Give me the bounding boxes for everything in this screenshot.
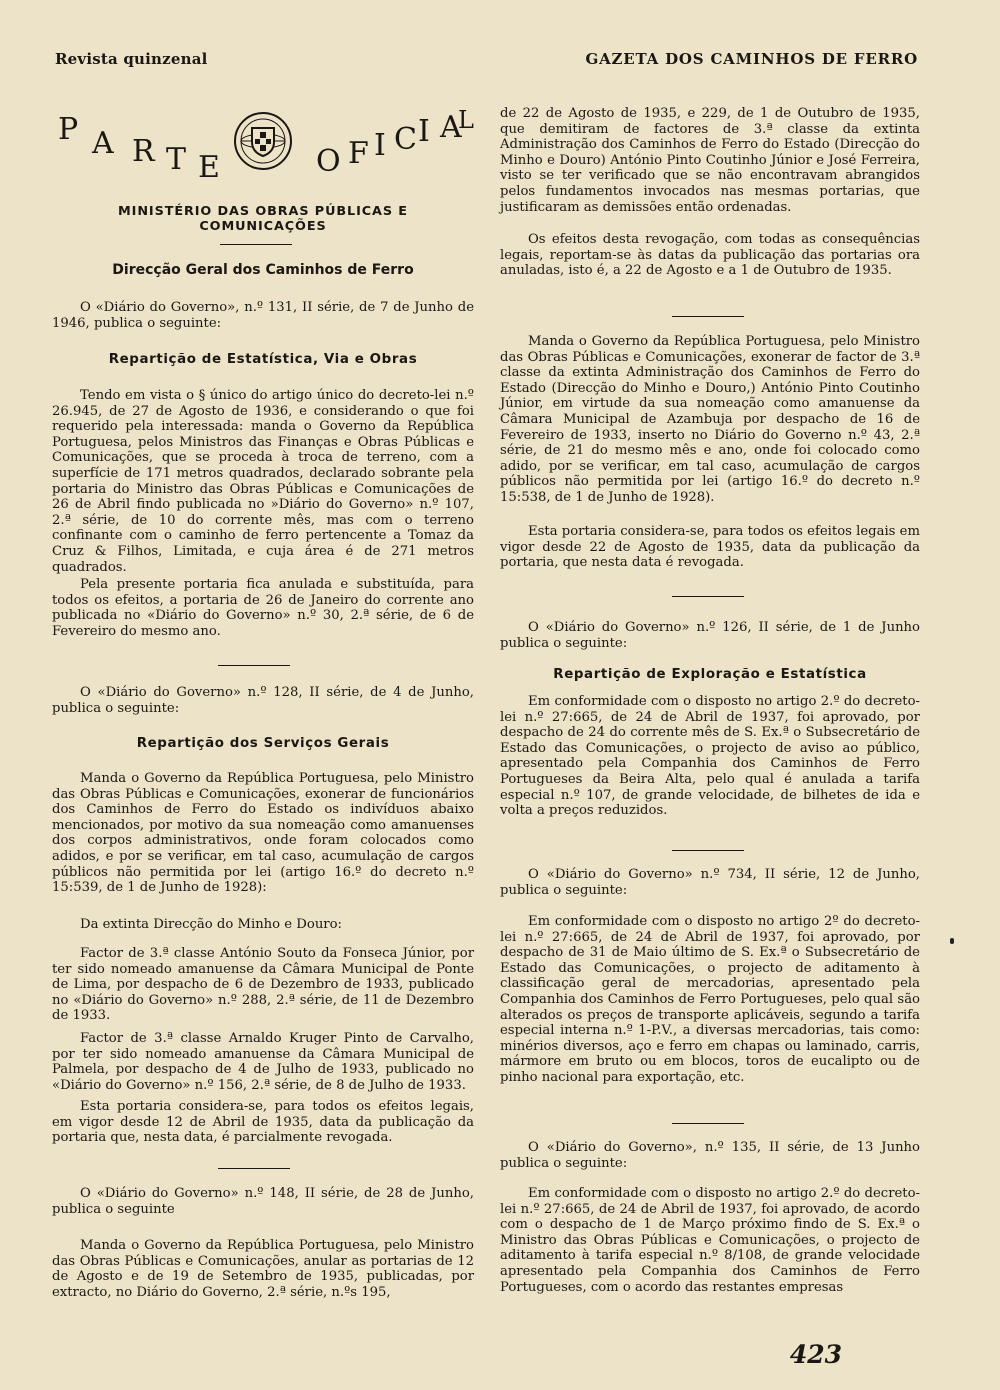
title-letter: A — [92, 126, 115, 161]
divider — [218, 665, 290, 666]
ink-spot — [950, 938, 954, 944]
coat-of-arms-icon — [230, 110, 296, 172]
title-letter: P — [58, 112, 80, 147]
paragraph: Esta portaria considera-se, para todos os efeitos legais, em vigor desde 12 de Abril de 1935, data da publicação da portaria que, nesta data, é parcialmente revogada. — [52, 1099, 474, 1146]
title-letter: R — [132, 134, 156, 169]
subsection-heading: Repartição de Estatística, Via e Obras — [108, 352, 418, 367]
paragraph: Manda o Governo da República Portuguesa, pelo Ministro das Obras Públicas e Comunicações, exonerar de factor de 3.ª classe da extinta Administração dos Caminhos de Ferro do Estado (Direcção do Minho e Douro,) António Pinto Coutinho Júnior, em virtude da sua nomeação como amanuense da Câmara Municipal de Azambuja por despacho de 16 de Fevereiro de 1933, inserto no Diário do Governo n.º 43, 2.ª série, de 21 do mesmo mês e ano, onde foi colocado como adido, por se verificar, em tal caso, acumulação de cargos públicos não permitida por lei (artigo 16.º do decreto n.º 15:538, de 1 de Junho de 1928). — [500, 334, 920, 505]
paragraph: Em conformidade com o disposto no artigo 2.º do decreto-lei n.º 27:665, de 24 de Abril de 1937, foi aprovado, de acordo com o despacho de 1 de Março próximo findo de S. Ex.ª o Ministro das Obras Públicas e Comunicações, o projecto de aditamento à tarifa especial n.º 8/108, de grande velocidade apresentado pela Companhia dos Caminhos de Ferro Portugueses, com o acordo das restantes empresas — [500, 1186, 920, 1295]
paragraph: O «Diário do Governo», n.º 131, II série, de 7 de Junho de 1946, publica o seguinte: — [52, 300, 474, 331]
divider — [672, 850, 744, 851]
title-letter: C — [394, 122, 418, 157]
running-header-left: Revista quinzenal — [55, 50, 208, 68]
divider — [672, 596, 744, 597]
paragraph: Factor de 3.ª classe Arnaldo Kruger Pinto de Carvalho, por ter sido nomeado amanuense da Câmara Municipal de Palmela, por despacho de 4 de Julho de 1933, publicado no «Diário do Governo» n.º 156, 2.ª série, de 8 de Julho de 1933. — [52, 1031, 474, 1093]
title-letter: E — [198, 150, 221, 185]
title-letter: T — [166, 142, 188, 177]
title-letter: I — [374, 128, 387, 163]
paragraph: O «Diário do Governo» n.º 734, II série, 12 de Junho, publica o seguinte: — [500, 867, 920, 898]
paragraph: Da extinta Direcção do Minho e Douro: — [80, 917, 342, 932]
divider — [672, 1123, 744, 1124]
section-title-parte-oficial — [58, 108, 478, 188]
paragraph: O «Diário do Governo», n.º 135, II série, de 13 Junho publica o seguinte: — [500, 1140, 920, 1171]
paragraph: O «Diário do Governo» n.º 126, II série, de 1 de Junho publica o seguinte: — [500, 620, 920, 651]
paragraph: Esta portaria considera-se, para todos os efeitos legais em vigor desde 22 de Agosto de 1935, data da publicação da portaria, que nesta data é revogada. — [500, 524, 920, 571]
paragraph: Factor de 3.ª classe António Souto da Fonseca Júnior, por ter sido nomeado amanuense da Câmara Municipal de Ponte de Lima, por despacho de 6 de Dezembro de 1933, publicado no «Diário do Governo» n.º 288, 2.ª série, de 11 de Dezembro de 1933. — [52, 946, 474, 1024]
subsection-heading: Repartição dos Serviços Gerais — [136, 736, 390, 751]
paragraph: O «Diário do Governo» n.º 148, II série, de 28 de Junho, publica o seguinte — [52, 1186, 474, 1217]
paragraph: Manda o Governo da República Portuguesa, pelo Ministro das Obras Públicas e Comunicações, anular as portarias de 12 de Agosto e de 19 de Setembro de 1935, publicadas, por extracto, no Diário do Governo, 2.ª série, n.ºs 195, — [52, 1238, 474, 1300]
title-letter: O — [316, 144, 342, 179]
title-letter: L — [458, 106, 475, 134]
title-letter: A — [440, 110, 463, 145]
paragraph: Pela presente portaria fica anulada e substituída, para todos os efeitos, a portaria de 26 de Janeiro do corrente ano publicada no «Diário do Governo» n.º 30, 2.ª série, de 6 de Fevereiro do mesmo ano. — [52, 577, 474, 639]
ministry-heading: MINISTÉRIO DAS OBRAS PÚBLICAS E COMUNICAÇÕES — [118, 204, 408, 234]
paragraph: Os efeitos desta revogação, com todas as consequências legais, reportam-se às datas da publicação das portarias ora anuladas, isto é, a 22 de Agosto e a 1 de Outubro de 1935. — [500, 232, 920, 279]
divider — [218, 1168, 290, 1169]
paragraph: Em conformidade com o disposto no artigo 2.º do decreto-lei n.º 27:665, de 24 de Abril de 1937, foi aprovado, por despacho de 24 do corrente mês de S. Ex.ª o Subsecretário de Estado das Comunicações, o projecto de aviso ao público, apresentado pela Companhia dos Caminhos de Ferro Portugueses da Beira Alta, pelo qual é anulada a tarifa especial n.º 107, de grande velocidade, de bilhetes de ida e volta a preços reduzidos. — [500, 694, 920, 819]
paragraph: Manda o Governo da República Portuguesa, pelo Ministro das Obras Públicas e Comunicações, exonerar de funcionários dos Caminhos de Ferro do Estado os indivíduos abaixo mencionados, por motivo da sua nomeação como amanuenses dos corpos administrativos, onde foram colocados como adidos, e por se verificar, em tal caso, acumulação de cargos públicos não permitida por lei (artigo 16.º do decreto n.º 15:539, de 1 de Junho de 1928): — [52, 771, 474, 896]
paragraph: O «Diário do Governo» n.º 128, II série, de 4 de Junho, publica o seguinte: — [52, 685, 474, 716]
divider — [672, 316, 744, 317]
title-letter: F — [348, 136, 370, 171]
subsection-heading: Repartição de Exploração e Estatística — [553, 667, 867, 682]
page-number: 423 — [789, 1340, 842, 1369]
paragraph: Tendo em vista o § único do artigo único do decreto-lei n.º 26.945, de 27 de Agosto de 1936, e considerando o que foi requerido pela interessada: manda o Governo da República Portuguesa, pelos Ministros das Finanças e Obras Públicas e Comunicações, que se proceda à troca de terreno, com a superfície de 171 metros quadrados, declarado sobrante pela portaria do Ministro das Obras Públicas e Comunicações de 26 de Abril findo publicada no »Diário do Governo» n.º 107, 2.ª série, de 10 do corrente mês, mas com o terreno confinante com o caminho de ferro pertencente a Tomaz da Cruz & Filhos, Limitada, e cuja área é de 271 metros quadrados. — [52, 388, 474, 575]
paragraph: Em conformidade com o disposto no artigo 2º do decreto-lei n.º 27:665, de 24 de Abril de 1937, foi aprovado, por despacho de 31 de Maio último de S. Ex.ª o Subsecretário de Estado das Comunicações, o projecto de aditamento à classificação geral de mercadorias, apresentado pela Companhia dos Caminhos de Ferro Portugueses, pelo qual são alterados os preços de transporte aplicáveis, segundo a tarifa especial interna n.º 1-P.V., a diversas mercadorias, tais como: minérios diversos, aço e ferro em chapas ou laminado, carris, mármore em bruto ou em blocos, toros de eucalipto ou de pinho nacional para exportação, etc. — [500, 914, 920, 1085]
paragraph: de 22 de Agosto de 1935, e 229, de 1 de Outubro de 1935, que demitiram de factores de 3.ª classe da extinta Administração dos Caminhos de Ferro do Estado (Direcção do Minho e Douro) António Pinto Coutinho Júnior e José Ferreira, visto se ter verificado que se não encontravam abrangidos pelos fundamentos invocados nas mesmas portarias, que justificaram as demissões então ordenadas. — [500, 106, 920, 215]
divider — [220, 244, 292, 245]
title-letter: I — [418, 114, 431, 149]
direccao-heading: Direcção Geral dos Caminhos de Ferro — [112, 262, 414, 278]
running-header-right: GAZETA DOS CAMINHOS DE FERRO — [585, 50, 918, 68]
